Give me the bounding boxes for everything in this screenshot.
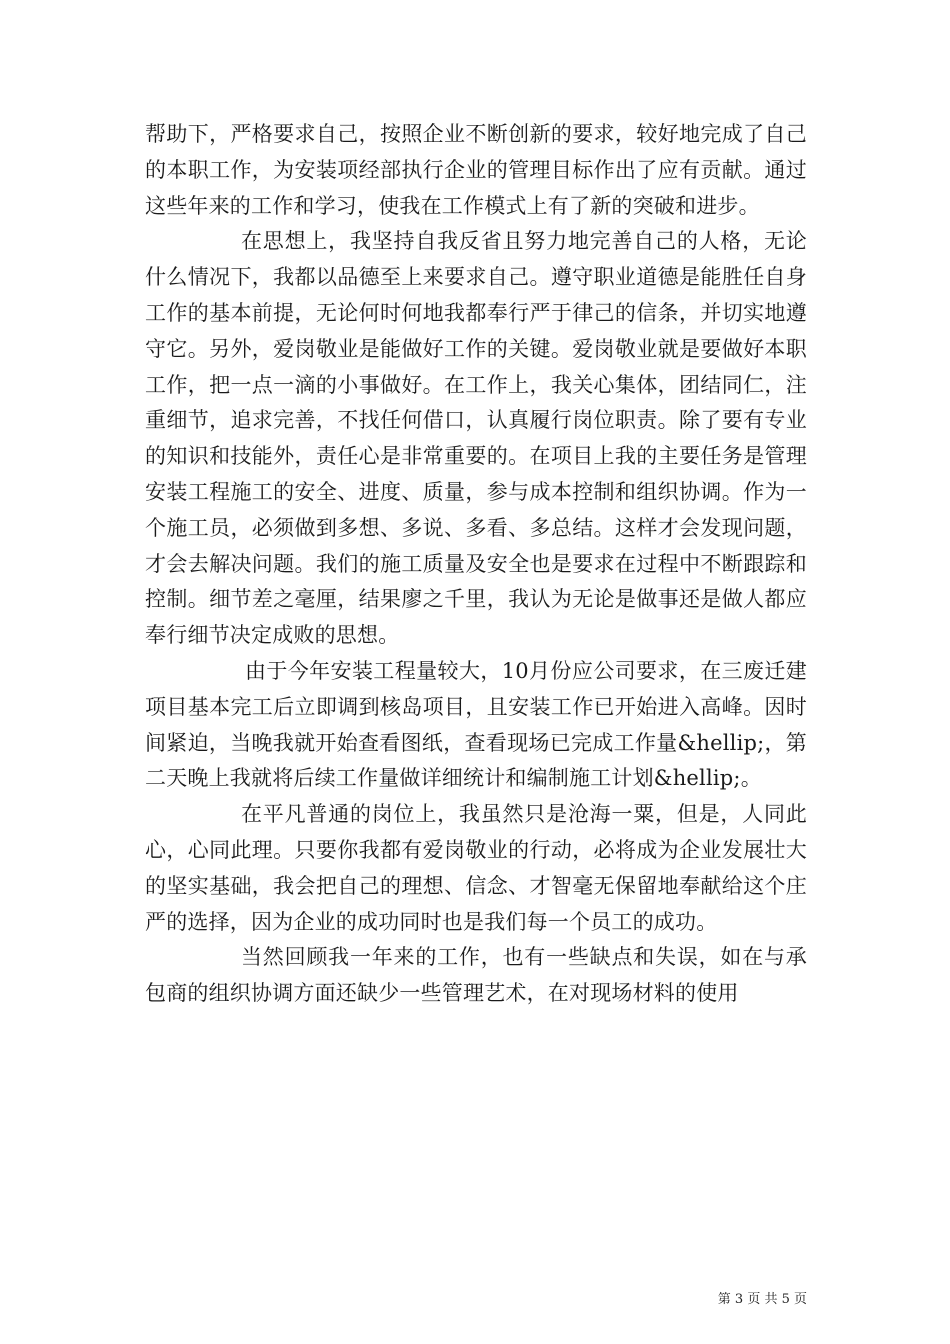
page-number: 第 3 页 共 5 页 xyxy=(717,1292,807,1307)
paragraph-5: 当然回顾我一年来的工作，也有一些缺点和失误，如在与承包商的组织协调方面还缺少一些管理艺术，在对现场材料的使用 xyxy=(145,945,807,1006)
paragraph-3: 由于今年安装工程量较大，10月份应公司要求，在三废迁建项目基本完工后立即调到核岛项目，且安装工作已开始进入高峰。因时间紧迫，当晚我就开始查看图纸，查看现场已完成工作量&hellip;，第二天晚上我就将后续工作量做详细统计和编制施工计划&hellip;。 xyxy=(145,658,807,791)
body-text xyxy=(145,117,807,1012)
paragraph-4: 在平凡普通的岗位上，我虽然只是沧海一粟，但是，人同此心，心同此理。只要你我都有爱岗敬业的行动，必将成为企业发展壮大的坚实基础，我会把自己的理想、信念、才智毫无保留地奉献给这个庄严的选择，因为企业的成功同时也是我们每一个员工的成功。 xyxy=(145,802,807,934)
paragraph-2: 在思想上，我坚持自我反省且努力地完善自己的人格，无论什么情况下，我都以品德至上来要求自己。遵守职业道德是能胜任自身工作的基本前提，无论何时何地我都奉行严于律己的信条，并切实地遵守它。另外，爱岗敬业是能做好工作的关键。爱岗敬业就是要做好本职工作，把一点一滴的小事做好。在工作上，我关心集体，团结同仁，注重细节，追求完善，不找任何借口，认真履行岗位职责。除了要有专业的知识和技能外，责任心是非常重要的。在项目上我的主要任务是管理安装工程施工的安全、进度、质量，参与成本控制和组织协调。作为一个施工员，必须做到多想、多说、多看、多总结。这样才会发现问题，才会去解决问题。我们的施工质量及安全也是要求在过程中不断跟踪和控制。细节差之毫厘，结果廖之千里，我认为无论是做事还是做人都应奉行细节决定成败的思想。 xyxy=(145,229,807,648)
paragraph-1: 帮助下，严格要求自己，按照企业不断创新的要求，较好地完成了自己的本职工作，为安装项经部执行企业的管理目标作出了应有贡献。通过这些年来的工作和学习，使我在工作模式上有了新的突破和进步。 xyxy=(145,122,807,218)
